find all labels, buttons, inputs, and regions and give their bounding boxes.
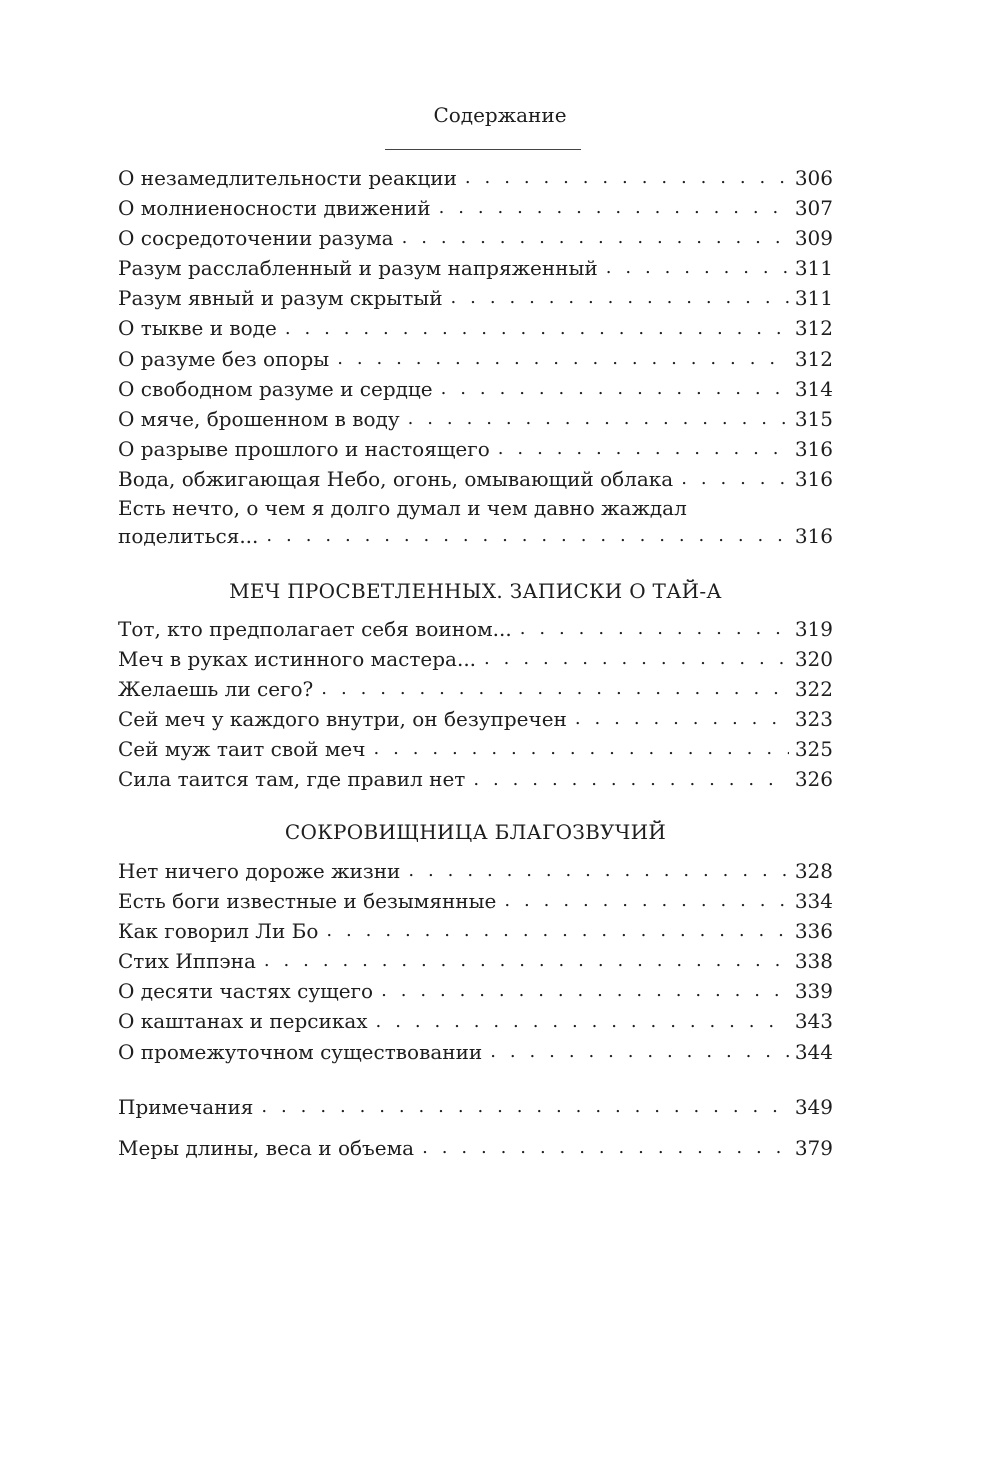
toc-entry-page: 316: [794, 466, 833, 491]
toc-entry-title-line2: поделиться...: [118, 524, 259, 549]
toc-entry-page: 311: [794, 286, 833, 311]
toc-leader-dots: [441, 374, 789, 404]
toc-entry[interactable]: [118, 674, 833, 704]
toc-entry[interactable]: [118, 253, 833, 283]
toc-entry-title: О свободном разуме и сердце: [118, 376, 433, 401]
toc-leader-dots: [376, 1007, 789, 1037]
toc-leader-dots: [451, 283, 789, 313]
header-divider: [385, 149, 581, 150]
toc-entry[interactable]: [118, 313, 833, 343]
toc-entry[interactable]: [118, 374, 833, 404]
toc-entry[interactable]: [118, 1133, 833, 1163]
toc-entry-title: Меры длины, веса и объема: [118, 1136, 415, 1160]
toc-entry-title: Есть боги известные и безымянные: [118, 889, 497, 914]
toc-entry-page: 309: [794, 226, 833, 251]
toc-entry-title: О незамедлительности реакции: [118, 166, 457, 190]
toc-entry-title: О каштанах и персиках: [118, 1009, 368, 1034]
toc-entry-page: 316: [794, 436, 833, 461]
toc-entry[interactable]: [118, 344, 833, 374]
toc-entry-title: Разум расслабленный и разум напряженный: [118, 256, 598, 281]
toc-entry-page: 316: [794, 524, 833, 549]
toc-leader-dots: [381, 976, 789, 1006]
toc-entry[interactable]: [118, 163, 833, 193]
toc-entry-page: 338: [794, 949, 833, 974]
toc-entry-title: О молниеносности движений: [118, 196, 431, 221]
toc-entry[interactable]: [118, 464, 833, 494]
toc-entry-title: Нет ничего дороже жизни: [118, 859, 401, 883]
toc-appendix-2: [118, 1133, 833, 1163]
toc-entry-page: 344: [794, 1039, 833, 1064]
toc-entry[interactable]: [118, 734, 833, 764]
toc-entry-title: О промежуточном существовании: [118, 1039, 483, 1064]
toc-leader-dots: [266, 521, 788, 551]
toc-entry-title-line1: Есть нечто, о чем я долго думал и чем давно жаждал: [118, 496, 687, 521]
toc-entry[interactable]: [118, 283, 833, 313]
toc-entry-page: 311: [794, 256, 833, 281]
toc-leader-dots: [264, 946, 789, 976]
toc-entry-title: О тыкве и воде: [118, 316, 277, 341]
page-header-title: Содержание: [433, 103, 567, 127]
toc-leader-dots: [681, 464, 789, 494]
toc-entry-page: 307: [794, 196, 833, 221]
toc-leader-dots: [465, 163, 789, 193]
toc-entry-page: 379: [794, 1136, 833, 1160]
toc-entry-page: 339: [794, 979, 833, 1004]
toc-entry-title: Примечания: [118, 1095, 254, 1119]
toc-appendix: [118, 1092, 833, 1122]
toc-entry-title: Тот, кто предполагает себя воином...: [118, 617, 512, 641]
toc-entry[interactable]: [118, 644, 833, 674]
toc-leader-dots: [321, 674, 789, 704]
toc-entry-page: 315: [794, 406, 833, 431]
toc-entry-title: О мяче, брошенном в воду: [118, 406, 400, 431]
toc-leader-dots: [408, 856, 788, 886]
toc-entry[interactable]: [118, 916, 833, 946]
toc-entry[interactable]: [118, 1092, 833, 1122]
toc-entry-title: Стих Иппэна: [118, 949, 256, 974]
toc-leader-dots: [402, 223, 789, 253]
toc-leader-dots: [504, 886, 788, 916]
toc-leader-dots: [490, 1037, 789, 1067]
toc-entry-page: 312: [794, 346, 833, 371]
toc-entry[interactable]: [118, 704, 833, 734]
toc-leader-dots: [484, 644, 789, 674]
toc-entry-title: Сила таится там, где правил нет: [118, 767, 466, 792]
section-heading: МЕЧ ПРОСВЕТЛЕННЫХ. ЗАПИСКИ О ТАЙ-А: [229, 579, 722, 603]
toc-entry-page: 325: [794, 737, 833, 762]
toc-entry-title: Желаешь ли сего?: [118, 677, 314, 702]
toc-leader-dots: [337, 344, 789, 374]
toc-entry[interactable]: [118, 614, 833, 644]
toc-entry[interactable]: [118, 1037, 833, 1067]
toc-entry[interactable]: [118, 223, 833, 253]
toc-group-1: [118, 163, 833, 551]
toc-entry[interactable]: [118, 856, 833, 886]
toc-entry-page: 314: [794, 376, 833, 401]
toc-leader-dots: [408, 404, 789, 434]
toc-entry-page: 312: [794, 316, 833, 341]
toc-entry-page: 326: [794, 767, 833, 792]
toc-entry-title: О разуме без опоры: [118, 346, 330, 371]
toc-leader-dots: [261, 1092, 788, 1122]
toc-leader-dots: [473, 765, 788, 795]
toc-entry-title: О сосредоточении разума: [118, 226, 394, 251]
toc-entry[interactable]: [118, 946, 833, 976]
toc-section-3: [118, 818, 833, 846]
toc-entry-title: Сей муж таит свой меч: [118, 737, 366, 762]
toc-entry-title: Разум явный и разум скрытый: [118, 286, 443, 311]
toc-entry[interactable]: [118, 886, 833, 916]
toc-entry[interactable]: [118, 404, 833, 434]
toc-leader-dots: [606, 253, 789, 283]
toc-entry-page: 334: [794, 889, 833, 914]
toc-entry[interactable]: [118, 193, 833, 223]
toc-section-3-entries: [118, 856, 833, 1067]
toc-leader-dots: [373, 734, 788, 764]
toc-entry[interactable]: [118, 764, 833, 794]
section-heading: СОКРОВИЩНИЦА БЛАГОЗВУЧИЙ: [284, 820, 667, 844]
toc-entry-page: 320: [794, 647, 833, 672]
toc-entry-multiline[interactable]: [118, 494, 833, 551]
toc-entry-page: 328: [794, 859, 833, 883]
toc-leader-dots: [326, 916, 788, 946]
toc-leader-dots: [422, 1133, 789, 1163]
toc-leader-dots: [285, 314, 789, 344]
toc-entry[interactable]: [118, 976, 833, 1006]
toc-entry-page: 319: [794, 617, 833, 641]
toc-entry-page: 323: [794, 707, 833, 732]
toc-entry-title: Как говорил Ли Бо: [118, 919, 319, 944]
toc-entry[interactable]: [118, 434, 833, 464]
toc-entry-title: Сей меч у каждого внутри, он безупречен: [118, 707, 567, 732]
toc-leader-dots: [575, 704, 789, 734]
toc-entry-page: 336: [794, 919, 833, 944]
toc-section-2: [118, 577, 833, 605]
toc-leader-dots: [498, 434, 789, 464]
toc-entry-page: 322: [794, 677, 833, 702]
toc-entry-title: О разрыве прошлого и настоящего: [118, 436, 490, 461]
toc-entry-title: О десяти частях сущего: [118, 979, 374, 1004]
toc-entry-page: 343: [794, 1009, 833, 1034]
toc-entry-title: Вода, обжигающая Небо, огонь, омывающий облака: [118, 466, 674, 491]
toc-leader-dots: [520, 614, 789, 644]
toc-entry[interactable]: [118, 1006, 833, 1036]
toc-entry-page: 306: [794, 166, 833, 190]
toc-entry-page: 349: [794, 1095, 833, 1119]
toc-leader-dots: [439, 193, 789, 223]
toc-entry-title: Меч в руках истинного мастера...: [118, 647, 477, 672]
toc-section-2-entries: [118, 614, 833, 795]
